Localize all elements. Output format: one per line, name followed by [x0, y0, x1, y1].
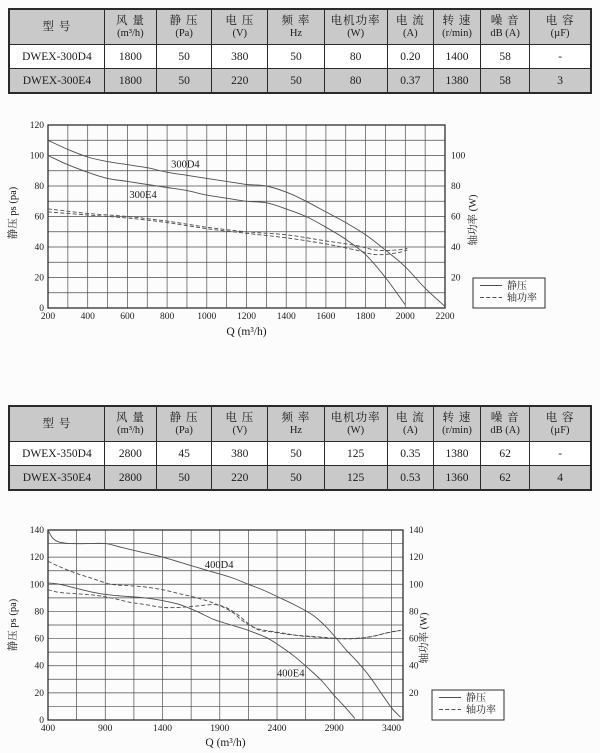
performance-chart-300 [0, 113, 600, 358]
spec-table-350 [8, 405, 592, 491]
value-cell: 1400 [433, 45, 480, 69]
x-tick-label: 600 [120, 312, 135, 322]
y-tick-label-left: 40 [34, 661, 44, 672]
y-tick-label-right: 80 [409, 607, 419, 618]
x-axis-title: Q (m³/h) [226, 326, 267, 338]
series-curve [48, 212, 407, 255]
legend-label: 轴功率 [466, 705, 496, 716]
curve-label: 400D4 [204, 560, 234, 571]
model-cell: DWEX-300E4 [9, 69, 104, 94]
value-cell: 50 [268, 466, 324, 491]
value-cell: 58 [481, 69, 530, 94]
table-row [9, 442, 591, 466]
header-title: 转 速 [442, 14, 472, 27]
legend-label: 静压 [507, 281, 527, 292]
header-cell [268, 406, 324, 442]
value-cell: 0.20 [387, 45, 433, 69]
header-title: 频 率 [281, 411, 311, 424]
table-row [9, 69, 591, 94]
value-cell: 220 [212, 69, 268, 94]
x-tick-label: 2400 [267, 724, 287, 734]
y-tick-label-right: 40 [409, 661, 419, 672]
header-title: 转 速 [442, 411, 472, 424]
value-cell: 50 [268, 45, 324, 69]
header-title: 风 量 [115, 411, 145, 424]
y-tick-label-left: 20 [34, 688, 44, 699]
table-header-row [9, 406, 591, 442]
y-tick-label-left: 60 [34, 634, 44, 645]
header-unit: (W) [347, 424, 365, 436]
header-title: 电 流 [395, 14, 425, 27]
header-unit: (r/min) [442, 424, 472, 436]
y-tick-label-right: 100 [451, 151, 466, 162]
header-title: 频 率 [281, 14, 311, 27]
x-tick-label: 2000 [395, 312, 415, 322]
value-cell: 2800 [104, 442, 156, 466]
header-title: 电机功率 [330, 411, 381, 424]
legend-label: 静压 [466, 693, 486, 704]
x-tick-label: 200 [40, 312, 56, 322]
value-cell: 45 [156, 442, 211, 466]
y-tick-label-left: 60 [34, 212, 44, 223]
header-cell [433, 9, 480, 45]
header-cell [156, 9, 211, 45]
x-tick-label: 1200 [237, 312, 256, 322]
header-cell [481, 406, 530, 442]
x-tick-label: 1900 [210, 724, 230, 734]
header-unit: (A) [403, 424, 418, 436]
value-cell: 80 [324, 69, 387, 94]
x-tick-label: 1000 [197, 312, 217, 322]
table-row [9, 45, 591, 69]
performance-chart-400 [0, 508, 600, 753]
value-cell: 50 [156, 45, 211, 69]
x-tick-label: 2900 [324, 724, 344, 734]
value-cell: 58 [481, 45, 530, 69]
value-cell: - [530, 442, 591, 466]
table-row [9, 466, 591, 491]
header-title: 电 容 [545, 411, 575, 424]
x-tick-label: 1800 [356, 312, 376, 322]
table-header-row [9, 9, 591, 45]
value-cell: 1800 [104, 45, 156, 69]
header-cell [387, 406, 433, 442]
header-cell [104, 406, 156, 442]
header-unit: (m³/h) [117, 424, 144, 436]
value-cell: - [530, 45, 591, 69]
header-title: 电 流 [395, 411, 425, 424]
header-cell [212, 9, 268, 45]
header-unit: Hz [289, 424, 303, 436]
value-cell: 1360 [433, 466, 480, 491]
y-tick-label-right: 60 [409, 634, 419, 645]
y-tick-label-right: 140 [409, 526, 424, 536]
x-tick-label: 400 [80, 312, 95, 322]
model-cell: DWEX-300D4 [9, 45, 104, 69]
y-axis-title-left: 静压 ps (pa) [8, 598, 19, 652]
y-axis-title-right: 轴功率 (W) [468, 194, 479, 246]
header-cell [433, 406, 480, 442]
header-cell [481, 9, 530, 45]
header-title: 型 号 [42, 20, 72, 33]
curve-label: 300E4 [129, 190, 157, 202]
series-curve [48, 530, 401, 717]
x-tick-label: 400 [40, 724, 56, 734]
value-cell: 62 [481, 466, 530, 491]
value-cell: 1380 [433, 69, 480, 94]
value-cell: 3 [530, 69, 591, 94]
header-title: 噪 音 [490, 411, 520, 424]
header-unit: (V) [232, 424, 248, 436]
y-tick-label-right: 20 [451, 273, 461, 284]
series-curve [48, 583, 355, 719]
x-tick-label: 1400 [276, 312, 296, 322]
header-title: 电 容 [545, 14, 575, 27]
value-cell: 80 [324, 45, 387, 69]
y-tick-label-left: 120 [29, 553, 44, 564]
y-tick-label-left: 100 [29, 151, 44, 162]
y-tick-label-right: 120 [409, 553, 424, 564]
x-axis-title: Q (m³/h) [205, 737, 246, 749]
value-cell: 380 [212, 442, 268, 466]
header-unit: (A) [403, 27, 418, 39]
header-cell [9, 406, 104, 442]
x-tick-label: 2200 [435, 312, 455, 322]
header-cell [530, 9, 591, 45]
x-tick-label: 1400 [153, 724, 173, 734]
header-unit: Hz [289, 27, 303, 39]
value-cell: 50 [156, 466, 211, 491]
y-tick-label-left: 140 [29, 526, 44, 536]
header-unit: dB (A) [490, 424, 520, 436]
x-tick-label: 800 [159, 312, 175, 322]
header-title: 静 压 [169, 14, 199, 27]
y-tick-label-right: 100 [409, 580, 424, 591]
value-cell: 0.35 [387, 442, 433, 466]
header-unit: (W) [347, 27, 365, 39]
y-tick-label-right: 40 [451, 243, 461, 253]
header-title: 型 号 [42, 417, 72, 430]
y-tick-label-left: 0 [39, 304, 44, 314]
header-title: 静 压 [169, 411, 199, 424]
header-cell [104, 9, 156, 45]
value-cell: 1800 [104, 69, 156, 94]
header-unit: (m³/h) [117, 27, 144, 39]
curve-label: 300D4 [171, 159, 200, 171]
header-unit: dB (A) [490, 27, 520, 39]
header-unit: (µF) [550, 424, 570, 436]
header-title: 风 量 [115, 14, 145, 27]
header-title: 电 压 [225, 14, 255, 27]
y-tick-label-right: 20 [409, 688, 419, 699]
y-tick-label-left: 40 [34, 243, 44, 253]
value-cell: 220 [212, 466, 268, 491]
legend-label: 轴功率 [507, 293, 537, 304]
value-cell: 380 [212, 45, 268, 69]
value-cell: 4 [530, 466, 591, 491]
model-cell: DWEX-350E4 [9, 466, 104, 491]
curve-label: 400E4 [277, 668, 305, 680]
header-cell [212, 406, 268, 442]
value-cell: 0.53 [387, 466, 433, 491]
y-tick-label-right: 80 [451, 182, 461, 192]
header-unit: (Pa) [175, 27, 193, 39]
y-tick-label-left: 80 [34, 182, 44, 192]
value-cell: 0.37 [387, 69, 433, 94]
header-unit: (r/min) [442, 27, 472, 39]
header-unit: (µF) [550, 27, 570, 39]
y-tick-label-left: 20 [34, 273, 44, 284]
value-cell: 50 [156, 69, 211, 94]
header-cell [324, 406, 387, 442]
header-cell [268, 9, 324, 45]
header-unit: (Pa) [175, 424, 193, 436]
header-title: 噪 音 [490, 14, 520, 27]
header-unit: (V) [232, 27, 248, 39]
header-title: 电 压 [225, 411, 255, 424]
value-cell: 50 [268, 69, 324, 94]
series-curve [48, 590, 401, 639]
value-cell: 125 [324, 442, 387, 466]
y-tick-label-left: 100 [29, 580, 44, 591]
series-curve [48, 561, 401, 639]
x-tick-label: 900 [98, 724, 113, 734]
y-tick-label-left: 0 [39, 716, 44, 726]
value-cell: 2800 [104, 466, 156, 491]
model-cell: DWEX-350D4 [9, 442, 104, 466]
y-tick-label-left: 80 [34, 607, 44, 618]
header-cell [9, 9, 104, 45]
y-axis-title-left: 静压 ps (pa) [8, 186, 19, 240]
header-cell [530, 406, 591, 442]
header-cell [324, 9, 387, 45]
spec-table-300 [8, 8, 592, 94]
value-cell: 125 [324, 466, 387, 491]
header-title: 电机功率 [330, 14, 381, 27]
value-cell: 50 [268, 442, 324, 466]
y-tick-label-left: 120 [29, 121, 44, 131]
x-tick-label: 3400 [382, 724, 402, 734]
value-cell: 1380 [433, 442, 480, 466]
header-cell [156, 406, 211, 442]
y-axis-title-right: 轴功率 (W) [419, 612, 430, 664]
y-tick-label-right: 60 [451, 212, 461, 223]
header-cell [387, 9, 433, 45]
x-tick-label: 1600 [316, 312, 336, 322]
value-cell: 62 [481, 442, 530, 466]
